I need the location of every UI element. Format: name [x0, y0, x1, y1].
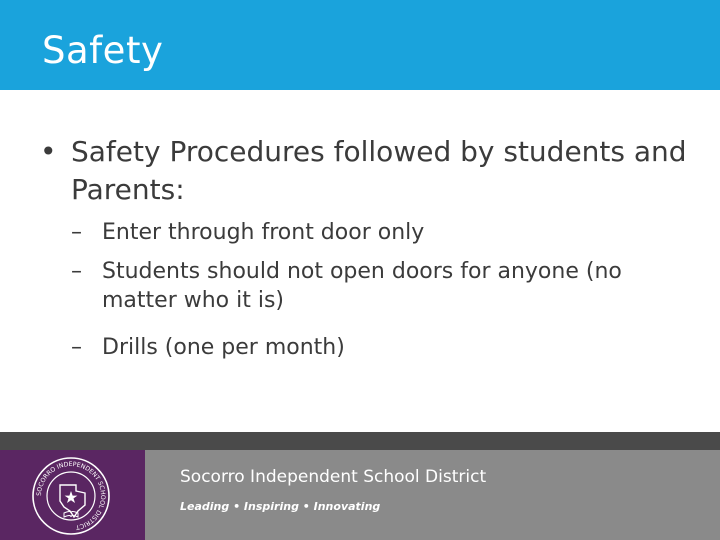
bullet-item	[40, 133, 690, 209]
title-bar	[0, 0, 720, 90]
sub-bullet-text: Drills (one per month)	[102, 335, 345, 360]
district-name: Socorro Independent School District	[180, 467, 487, 487]
sub-bullet-item	[71, 218, 631, 247]
sub-bullet-item	[71, 257, 631, 315]
seal-ring-textpath: SOCORRO INDEPENDENT SCHOOL DISTRICT	[35, 460, 107, 531]
sub-bullet-marker: –	[71, 335, 82, 360]
sub-bullet-text: Enter through front door only	[102, 220, 425, 245]
slide-title: Safety	[42, 29, 164, 72]
district-tagline: Leading • Inspiring • Innovating	[180, 500, 381, 513]
bullet-text: Safety Procedures followed by students and Parents:	[71, 135, 687, 206]
footer-divider-band	[0, 432, 720, 450]
footer-bar	[0, 450, 720, 540]
sub-bullet-text: Students should not open doors for anyone (no matter who it is)	[102, 259, 622, 313]
district-seal-logo	[30, 455, 112, 537]
sub-bullet-marker: –	[71, 259, 82, 284]
bullet-marker: •	[40, 135, 57, 168]
sub-bullet-marker: –	[71, 220, 82, 245]
seal-panel	[0, 450, 145, 540]
sub-bullet-item	[71, 333, 631, 362]
star-icon	[65, 491, 78, 503]
